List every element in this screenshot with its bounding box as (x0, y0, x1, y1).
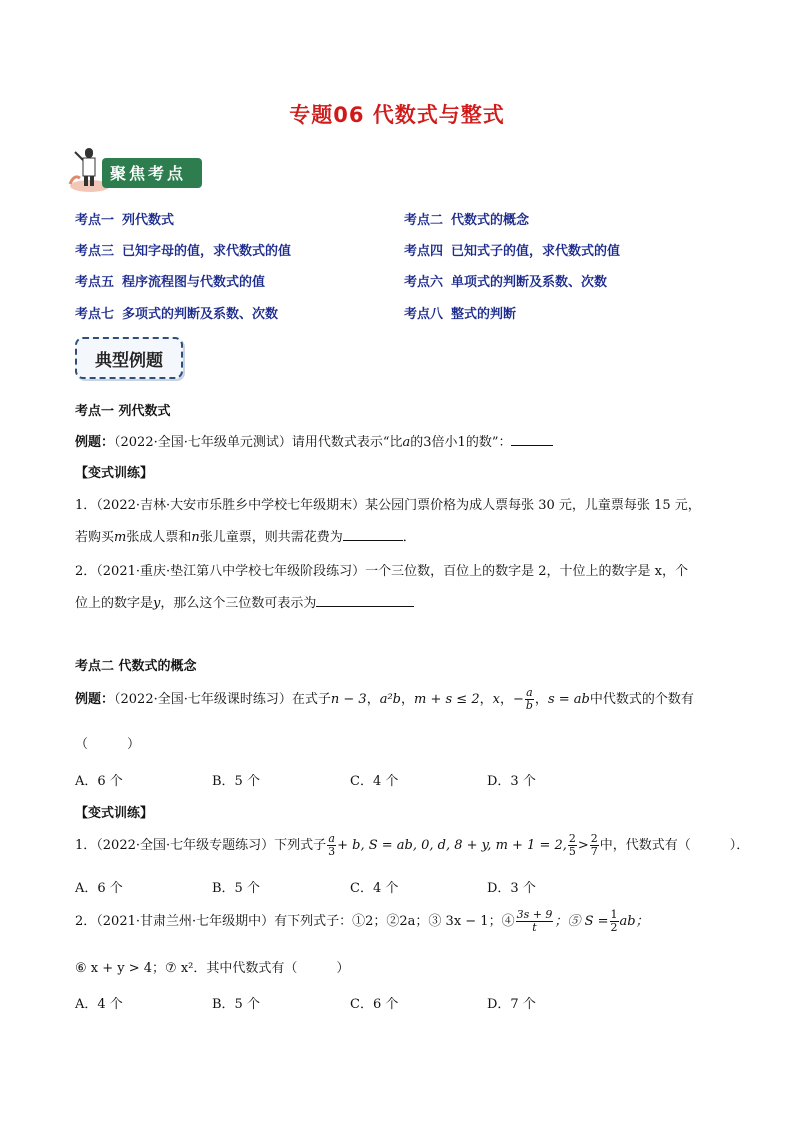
answer-blank[interactable] (343, 527, 403, 541)
focus-badge-label: 聚焦考点 (110, 164, 187, 183)
option-a[interactable]: A．6 个 (75, 774, 123, 789)
examples-heading: 典型例题 (75, 337, 183, 379)
answer-blank[interactable] (511, 432, 553, 446)
section2-q1: 1．（2022·全国·七年级专题练习）下列式子 $\frac{a}{3}$ + b, S = ab, 0, d, 8 + y, m + 1 = 2, $\frac{2}{5}$ > $\frac{2}{7}$ 中，代数式有（ ）． (75, 832, 750, 858)
section1-q2-line1: 2．（2021·重庆·垫江第八中学校七年级阶段练习）一个三位数，百位上的数字是 2，十位上的数字是 x，个 (75, 564, 688, 579)
section1-variant-label: 【变式训练】 (75, 466, 154, 481)
option-b[interactable]: B．5 个 (212, 881, 260, 896)
option-b[interactable]: B．5 个 (212, 997, 260, 1012)
section2-variant-label: 【变式训练】 (75, 806, 154, 821)
section2-q2-line2: ⑥ x + y > 4；⑦ x²．其中代数式有（ ） (75, 961, 350, 976)
page-title: 专题06 代数式与整式 (289, 103, 505, 127)
knowledge-point-1: 考点一 列代数式 (75, 213, 175, 228)
knowledge-point-4: 考点四 已知式子的值，求代数式的值 (404, 244, 621, 259)
section1-q1-line1: 1．（2022·吉林·大安市乐胜乡中学校七年级期末）某公园门票价格为成人票每张 30 元，儿童票每张 15 元， (75, 498, 701, 513)
section1-q2-line2: 位上的数字是y，那么这个三位数可表示为 (75, 592, 414, 611)
section2-q2-line1: 2．（2021·甘肃兰州·七年级期中）有下列式子：①2；②2a；③ 3x − 1；④ $\frac{3s + 9}{t}$ ；⑤ S = $\frac{1}{2}$ ab； (75, 908, 649, 934)
knowledge-point-6: 考点六 单项式的判断及系数、次数 (404, 275, 608, 290)
section2-example: 例题：（2022·全国·七年级课时练习）在式子n − 3，a²b，m + s ≤ 2，x，− $\frac{a}{b}$ ，s = ab中代数式的个数有 (75, 686, 694, 712)
option-d[interactable]: D．3 个 (487, 881, 536, 896)
option-c[interactable]: C．4 个 (350, 774, 399, 789)
focus-badge (66, 144, 206, 194)
section2-heading: 考点二 代数式的概念 (75, 659, 197, 674)
knowledge-point-8: 考点八 整式的判断 (404, 307, 517, 322)
section1-example: 例题：（2022·全国·七年级单元测试）请用代数式表示“比a的3倍小1的数”： (75, 431, 553, 450)
answer-blank[interactable] (316, 593, 414, 607)
section1-heading: 考点一 列代数式 (75, 404, 171, 419)
option-a[interactable]: A．4 个 (75, 997, 123, 1012)
knowledge-point-7: 考点七 多项式的判断及系数、次数 (75, 307, 279, 322)
option-d[interactable]: D．3 个 (487, 774, 536, 789)
knowledge-point-5: 考点五 程序流程图与代数式的值 (75, 275, 266, 290)
option-c[interactable]: C．4 个 (350, 881, 399, 896)
knowledge-point-2: 考点二 代数式的概念 (404, 213, 530, 228)
section2-example-paren: （ ） (75, 737, 141, 752)
option-c[interactable]: C．6 个 (350, 997, 399, 1012)
section1-q1-line2: 若购买m张成人票和n张儿童票，则共需花费为 ． (75, 526, 416, 545)
option-d[interactable]: D．7 个 (487, 997, 536, 1012)
knowledge-point-3: 考点三 已知字母的值，求代数式的值 (75, 244, 292, 259)
option-b[interactable]: B．5 个 (212, 774, 260, 789)
option-a[interactable]: A．6 个 (75, 881, 123, 896)
